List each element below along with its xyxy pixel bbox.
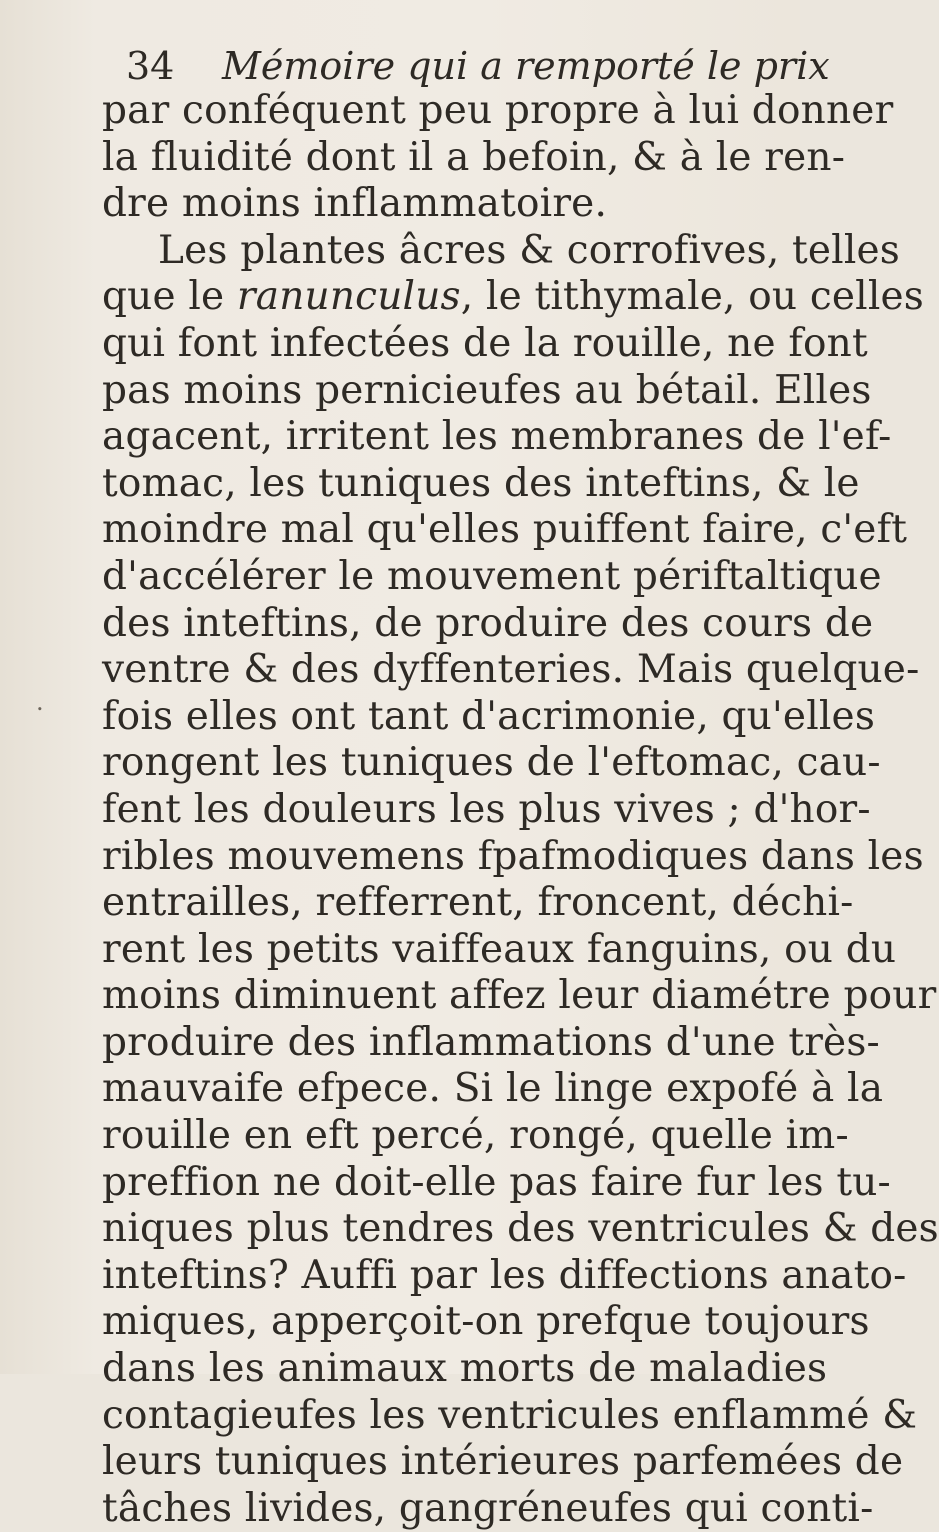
text-line: entrailles, refferrent, froncent, déchi- bbox=[102, 880, 854, 926]
text-line: preffion ne doit-elle pas faire fur les tu- bbox=[102, 1159, 891, 1205]
margin-mark: . bbox=[36, 688, 44, 716]
text-line: rent les petits vaiffeaux fanguins, ou du bbox=[102, 926, 897, 972]
text-line: tâches livides, gangréneufes qui conti- bbox=[102, 1485, 874, 1531]
text-line: par conféquent peu propre à lui donner bbox=[102, 88, 894, 133]
text-line: rongent les tuniques de l'eftomac, cau- bbox=[102, 740, 881, 786]
text-line: dre moins inflammatoire. bbox=[102, 181, 608, 227]
body-text bbox=[102, 88, 939, 1532]
text-line: Les plantes âcres & corrofives, telles bbox=[158, 227, 901, 273]
text-line: d'accélérer le mouvement périftaltique bbox=[102, 553, 882, 599]
text-line: mauvaife efpece. Si le linge expofé à la bbox=[102, 1066, 884, 1112]
text-line: contagieufes les ventricules enflammé & bbox=[102, 1392, 918, 1438]
text-line: qui font infectées de la rouille, ne font bbox=[102, 320, 868, 366]
text-line: rouille en eft percé, rongé, quelle im- bbox=[102, 1113, 849, 1159]
text-line: des inteftins, de produire des cours de bbox=[102, 600, 874, 646]
running-title: Mémoire qui a remporté le prix bbox=[222, 44, 830, 88]
text-line: inteftins? Auffi par les diffections anato- bbox=[102, 1252, 907, 1298]
latin-term: ranunculus bbox=[236, 274, 461, 320]
text-line: la fluidité dont il a befoin, & à le ren- bbox=[102, 134, 846, 180]
text-line: moindre mal qu'elles puiffent faire, c'eft bbox=[102, 507, 908, 553]
text-line: leurs tuniques intérieures parfemées de bbox=[102, 1439, 904, 1485]
text-line: moins diminuent affez leur diamétre pour bbox=[102, 973, 937, 1019]
text-line: que le ranunculus, le tithymale, ou celles bbox=[102, 274, 924, 320]
text-line: fent les douleurs les plus vives ; d'hor- bbox=[102, 786, 871, 832]
text-line: produire des inflammations d'une très- bbox=[102, 1019, 880, 1065]
text-line: tomac, les tuniques des inteftins, & le bbox=[102, 460, 860, 506]
text-line: miques, apperçoit-on prefque toujours bbox=[102, 1299, 870, 1345]
text-line: niques plus tendres des ventricules & des bbox=[102, 1206, 939, 1252]
text-line: fois elles ont tant d'acrimonie, qu'elles bbox=[102, 693, 876, 739]
page-number: 34 bbox=[126, 44, 175, 88]
text-line: pas moins pernicieufes au bétail. Elles bbox=[102, 367, 872, 413]
text-line: ventre & des dyffenteries. Mais quelque- bbox=[102, 647, 920, 693]
text-line: dans les animaux morts de maladies bbox=[102, 1346, 828, 1392]
text-line: agacent, irritent les membranes de l'ef- bbox=[102, 414, 892, 460]
text-line: ribles mouvemens fpafmodiques dans les bbox=[102, 833, 924, 879]
page-header bbox=[126, 38, 830, 94]
